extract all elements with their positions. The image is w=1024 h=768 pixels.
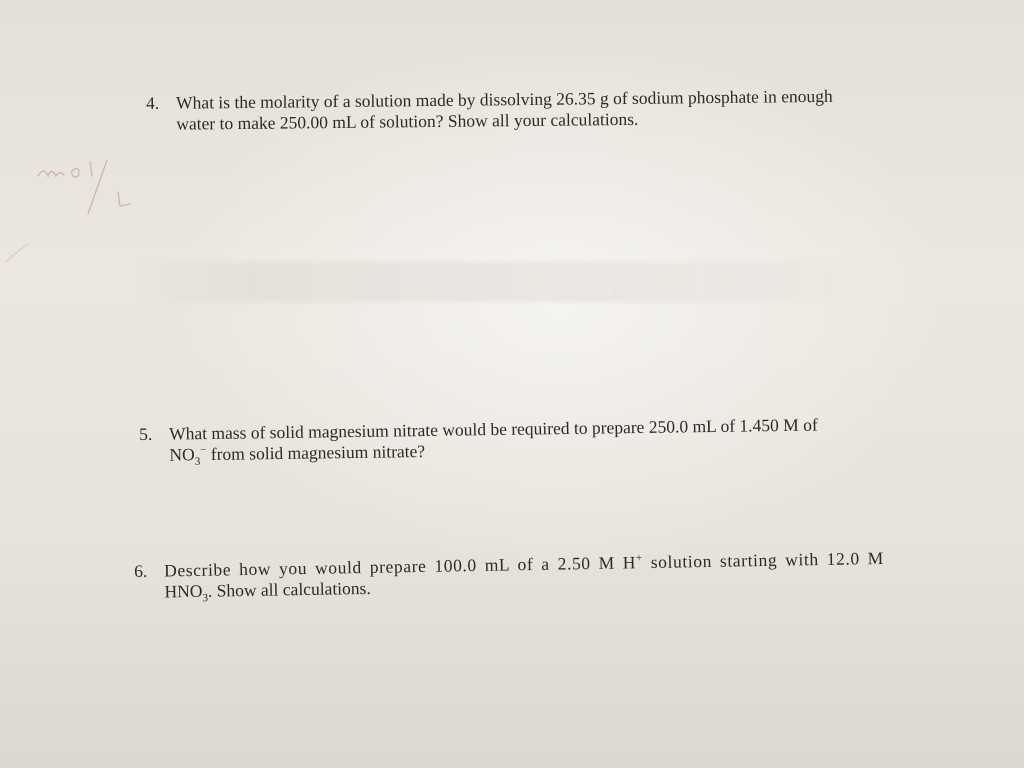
formula-nitrate: NO [169,444,195,465]
question-line: What is the molarity of a solution made by dissolving 26.35 g of sodium phosphate in enough [175,85,833,113]
question-4 [146,86,833,135]
question-line-rest: . Show all calculations. [207,577,371,601]
question-line-rest: solution starting with 12.0 M [642,547,885,573]
formula-charge: − [200,444,207,457]
question-line-start: Describe how you would prepare 100.0 mL of a 2.50 M H [163,552,637,581]
formula-nitric-acid: HNO [164,580,203,602]
question-line: water to make 250.00 mL of solution? Show all your calculations. [176,108,639,134]
question-line: What mass of solid magnesium nitrate would be required to prepare 250.0 mL of 1.450 M of [168,414,818,444]
question-number: 6. [134,560,148,581]
question-number: 5. [139,423,153,444]
formula-subscript: 3 [202,592,209,605]
question-line-rest: from solid magnesium nitrate? [206,441,426,465]
question-number: 4. [146,92,160,113]
formula-subscript: 3 [194,455,201,468]
formula-charge: + [635,552,643,565]
question-text [176,86,833,135]
